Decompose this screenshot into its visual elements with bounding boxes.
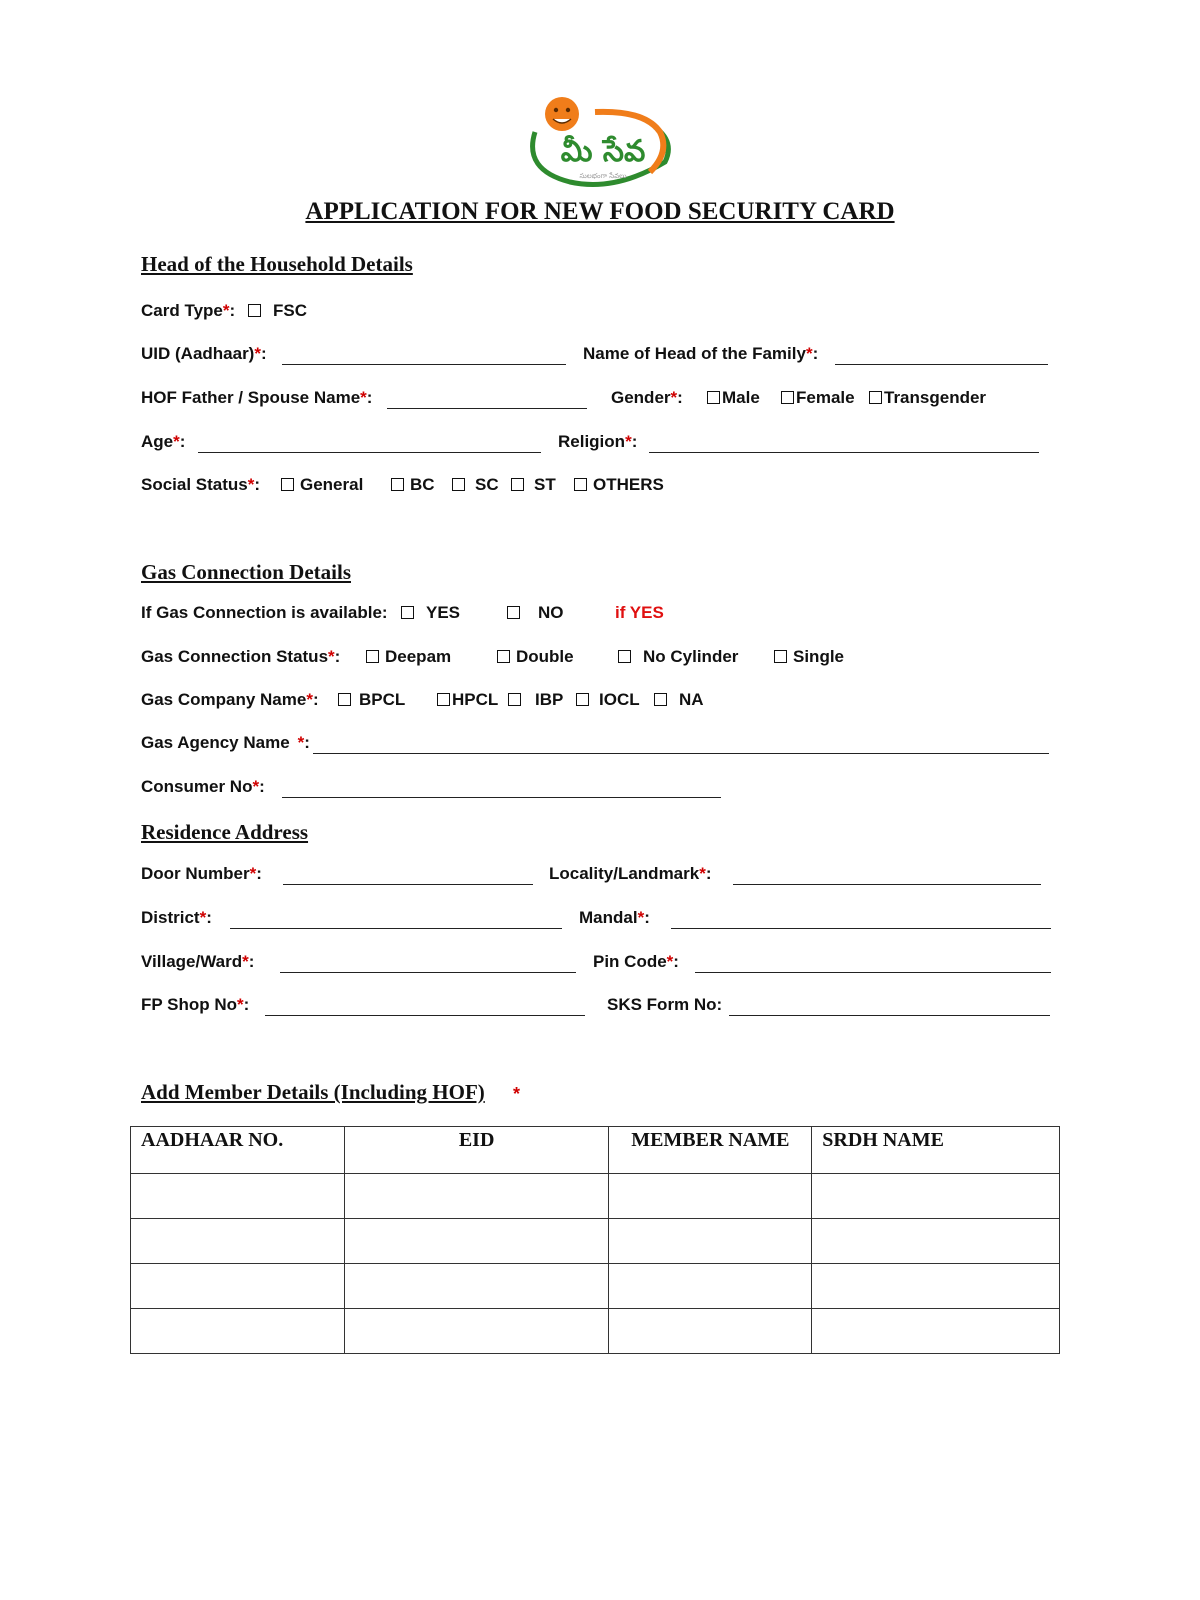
others-checkbox[interactable] [574,478,587,491]
gas-yes-option[interactable]: YES [401,603,460,623]
member-name-cell[interactable] [609,1174,812,1219]
father-spouse-label: HOF Father / Spouse Name [141,388,361,407]
gas-status-label: Gas Connection Status [141,647,329,666]
company-ibp-option[interactable]: IBP [508,690,563,710]
srdh-name-cell[interactable] [812,1309,1060,1354]
ibp-checkbox[interactable] [508,693,521,706]
social-sc-option[interactable]: SC [452,475,499,495]
members-required-star: * [513,1084,521,1104]
gas-available-label: If Gas Connection is available: [141,603,388,622]
hof-name-field[interactable] [835,364,1048,365]
aadhaar-cell[interactable] [131,1174,345,1219]
social-bc-option[interactable]: BC [391,475,435,495]
header-aadhaar: AADHAAR NO. [131,1127,345,1174]
sks-field[interactable] [729,1015,1050,1016]
status-no-cylinder-option[interactable]: No Cylinder [618,647,738,667]
na-checkbox[interactable] [654,693,667,706]
bpcl-checkbox[interactable] [338,693,351,706]
consumer-label: Consumer No [141,777,253,796]
no-cylinder-checkbox[interactable] [618,650,631,663]
uid-label: UID (Aadhaar) [141,344,255,363]
consumer-field[interactable] [282,797,721,798]
social-status-label: Social Status [141,475,248,494]
door-field[interactable] [283,884,533,885]
gas-no-option[interactable]: NO [507,603,564,623]
member-name-cell[interactable] [609,1309,812,1354]
card-type-label: Card Type [141,301,223,320]
gender-female-option[interactable]: Female [781,388,855,408]
iocl-checkbox[interactable] [576,693,589,706]
gender-transgender-option[interactable]: Transgender [869,388,986,408]
bc-checkbox[interactable] [391,478,404,491]
logo-text: మీ సేవ [560,134,646,169]
header-srdh-name: SRDH NAME [812,1127,1060,1174]
mandal-label: Mandal [579,908,638,927]
father-spouse-field[interactable] [387,408,587,409]
single-checkbox[interactable] [774,650,787,663]
aadhaar-cell[interactable] [131,1264,345,1309]
gas-company-label: Gas Company Name [141,690,307,709]
table-row [131,1174,1060,1219]
status-deepam-option[interactable]: Deepam [366,647,451,667]
company-bpcl-option[interactable]: BPCL [338,690,405,710]
male-checkbox[interactable] [707,391,720,404]
section-gas-heading: Gas Connection Details [141,560,351,584]
logo-subtext: సులభంగా సేవలు [579,172,627,180]
hof-name-label: Name of Head of the Family [583,344,806,363]
village-label: Village/Ward [141,952,243,971]
locality-field[interactable] [733,884,1041,885]
gas-yes-checkbox[interactable] [401,606,414,619]
gender-male-option[interactable]: Male [707,388,760,408]
mandal-field[interactable] [671,928,1051,929]
double-checkbox[interactable] [497,650,510,663]
pincode-label: Pin Code [593,952,667,971]
eid-cell[interactable] [344,1174,609,1219]
srdh-name-cell[interactable] [812,1264,1060,1309]
header-eid: EID [344,1127,609,1174]
sks-label: SKS Form No: [607,995,723,1014]
table-row [131,1264,1060,1309]
locality-label: Locality/Landmark [549,864,700,883]
members-heading-text: Add Member Details (Including HOF) [141,1080,485,1104]
age-field[interactable] [198,452,541,453]
gas-no-checkbox[interactable] [507,606,520,619]
table-row [131,1309,1060,1354]
district-field[interactable] [230,928,562,929]
district-label: District [141,908,200,927]
member-name-cell[interactable] [609,1219,812,1264]
table-row [131,1219,1060,1264]
section-members-heading [141,1080,485,1105]
member-details-table [130,1126,1060,1354]
religion-label: Religion [558,432,626,451]
srdh-name-cell[interactable] [812,1219,1060,1264]
card-type-fsc-option[interactable]: FSC [248,301,307,321]
social-others-option[interactable]: OTHERS [574,475,664,495]
aadhaar-cell[interactable] [131,1219,345,1264]
age-label: Age [141,432,174,451]
uid-field[interactable] [282,364,566,365]
fsc-checkbox[interactable] [248,304,261,317]
eid-cell[interactable] [344,1219,609,1264]
form-title: APPLICATION FOR NEW FOOD SECURITY CARD [305,198,895,225]
gas-agency-label: Gas Agency Name [141,733,290,752]
general-checkbox[interactable] [281,478,294,491]
member-name-cell[interactable] [609,1264,812,1309]
fpshop-field[interactable] [265,1015,585,1016]
social-st-option[interactable]: ST [511,475,556,495]
fpshop-label: FP Shop No [141,995,238,1014]
section-residence-heading: Residence Address [141,820,309,844]
status-double-option[interactable]: Double [497,647,574,667]
female-checkbox[interactable] [781,391,794,404]
social-general-option[interactable]: General [281,475,363,495]
status-single-option[interactable]: Single [774,647,844,667]
pincode-field[interactable] [695,972,1051,973]
eid-cell[interactable] [344,1264,609,1309]
aadhaar-cell[interactable] [131,1309,345,1354]
transgender-checkbox[interactable] [869,391,882,404]
company-hpcl-option[interactable]: HPCL [437,690,498,710]
st-checkbox[interactable] [511,478,524,491]
deepam-checkbox[interactable] [366,650,379,663]
door-label: Door Number [141,864,250,883]
gender-label: Gender [611,388,671,407]
table-header-row [131,1127,1060,1174]
srdh-name-cell[interactable] [812,1174,1060,1219]
header-member-name: MEMBER NAME [609,1127,812,1174]
hpcl-checkbox[interactable] [437,693,450,706]
village-field[interactable] [280,972,576,973]
company-iocl-option[interactable]: IOCL [576,690,640,710]
if-yes-note: if YES [615,603,664,622]
section-household-heading: Head of the Household Details [141,252,413,276]
company-na-option[interactable]: NA [654,690,704,710]
religion-field[interactable] [649,452,1039,453]
eid-cell[interactable] [344,1309,609,1354]
gas-agency-field[interactable] [313,753,1049,754]
meeseva-logo [525,92,675,194]
sc-checkbox[interactable] [452,478,465,491]
